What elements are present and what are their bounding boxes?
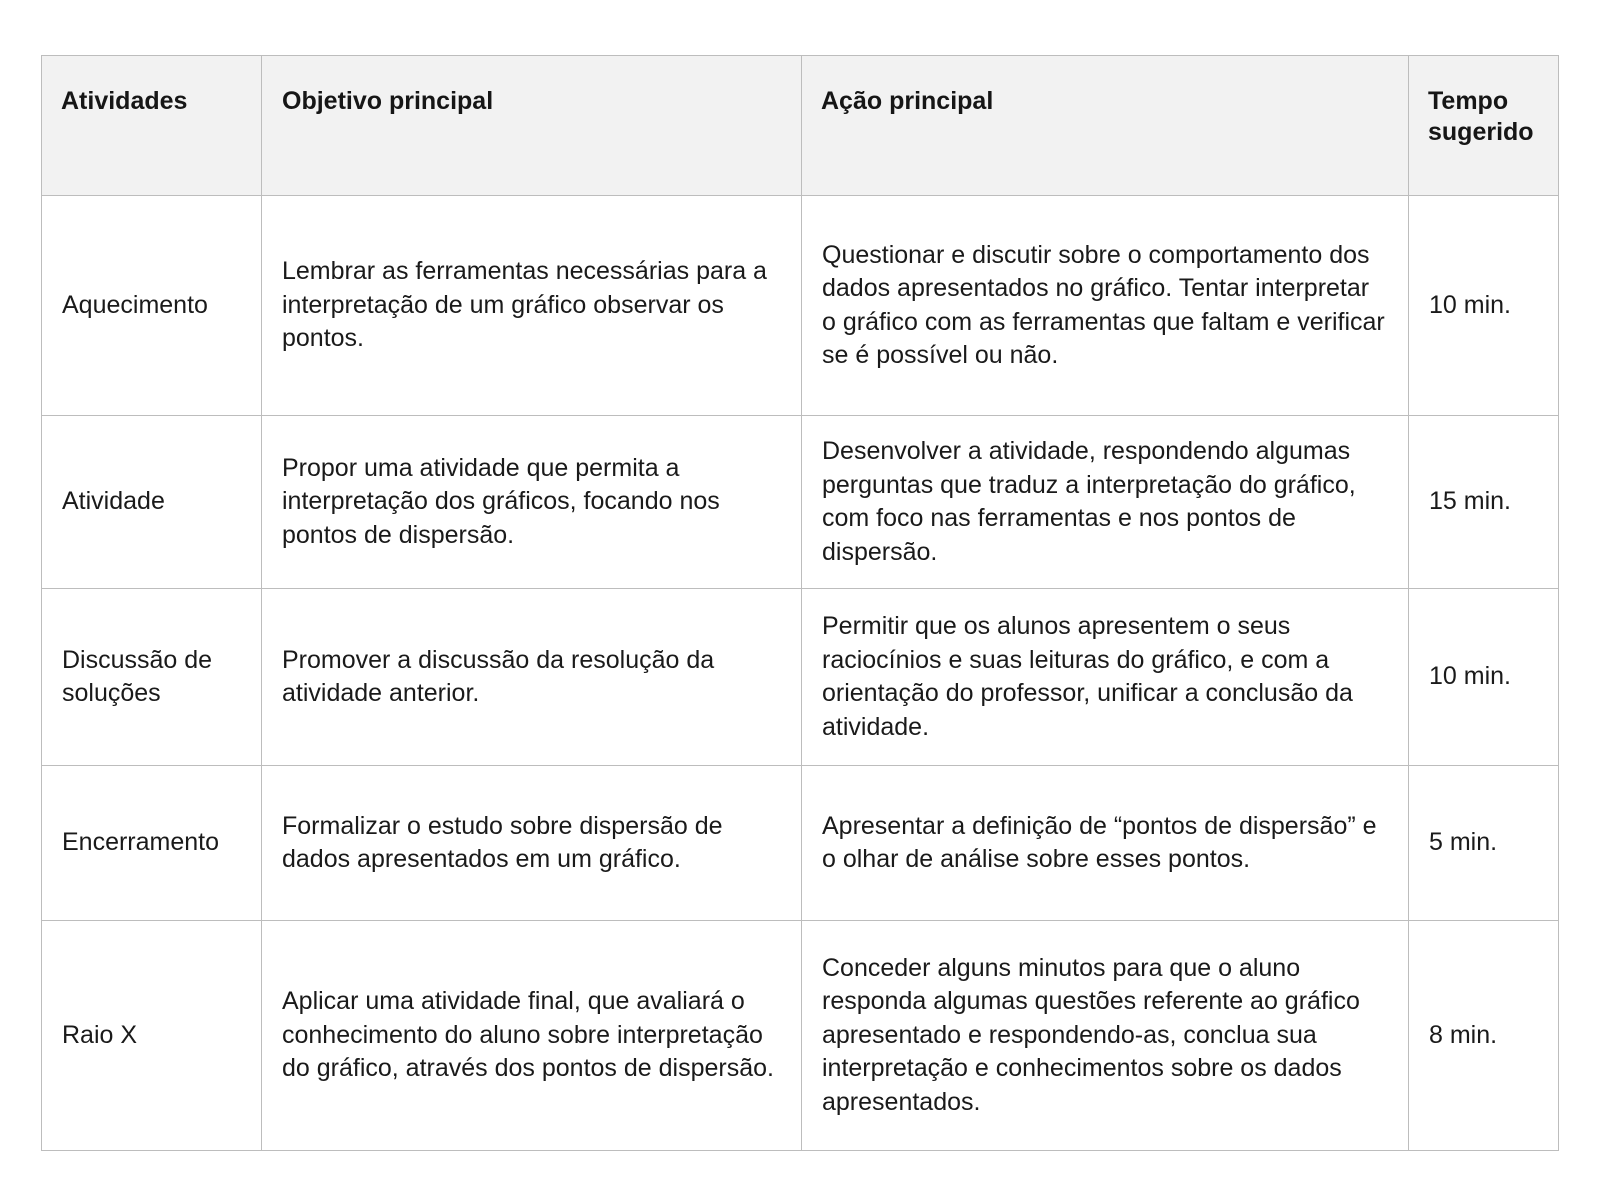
cell-tempo: 8 min. xyxy=(1409,921,1559,1151)
cell-acao: Permitir que os alunos apresentem o seus raciocínios e suas leituras do gráfico, e com a orientação do professor, unificar a conclusão da atividade. xyxy=(802,589,1409,766)
cell-tempo: 15 min. xyxy=(1409,416,1559,589)
cell-acao: Conceder alguns minutos para que o aluno responda algumas questões referente ao gráfico apresentado e respondendo-as, conclua sua interpretação e conhecimentos sobre os dados apresentados. xyxy=(802,921,1409,1151)
activities-table xyxy=(41,55,1559,1151)
column-header-tempo-sugerido: Tempo sugerido xyxy=(1409,56,1559,196)
cell-atividade: Encerramento xyxy=(42,766,262,921)
cell-objetivo: Promover a discussão da resolução da atividade anterior. xyxy=(262,589,802,766)
cell-atividade: Discussão de soluções xyxy=(42,589,262,766)
cell-acao: Desenvolver a atividade, respondendo algumas perguntas que traduz a interpretação do gráfico, com foco nas ferramentas e nos pontos de dispersão. xyxy=(802,416,1409,589)
cell-tempo: 10 min. xyxy=(1409,589,1559,766)
cell-atividade: Aquecimento xyxy=(42,196,262,416)
table-header-row xyxy=(42,56,1559,196)
table-body xyxy=(42,196,1559,1151)
table-header xyxy=(42,56,1559,196)
activities-table-container xyxy=(41,55,1558,1151)
cell-atividade: Raio X xyxy=(42,921,262,1151)
cell-objetivo: Propor uma atividade que permita a interpretação dos gráficos, focando nos pontos de dispersão. xyxy=(262,416,802,589)
cell-objetivo: Lembrar as ferramentas necessárias para a interpretação de um gráfico observar os pontos. xyxy=(262,196,802,416)
cell-atividade: Atividade xyxy=(42,416,262,589)
table-row xyxy=(42,416,1559,589)
column-header-acao-principal: Ação principal xyxy=(802,56,1409,196)
cell-acao: Questionar e discutir sobre o comportamento dos dados apresentados no gráfico. Tentar interpretar o gráfico com as ferramentas que faltam e verificar se é possível ou não. xyxy=(802,196,1409,416)
table-row xyxy=(42,921,1559,1151)
table-row xyxy=(42,766,1559,921)
table-row xyxy=(42,196,1559,416)
table-row xyxy=(42,589,1559,766)
column-header-objetivo-principal: Objetivo principal xyxy=(262,56,802,196)
cell-objetivo: Aplicar uma atividade final, que avaliará o conhecimento do aluno sobre interpretação do gráfico, através dos pontos de dispersão. xyxy=(262,921,802,1151)
column-header-atividades: Atividades xyxy=(42,56,262,196)
cell-acao: Apresentar a definição de “pontos de dispersão” e o olhar de análise sobre esses pontos. xyxy=(802,766,1409,921)
cell-objetivo: Formalizar o estudo sobre dispersão de dados apresentados em um gráfico. xyxy=(262,766,802,921)
cell-tempo: 5 min. xyxy=(1409,766,1559,921)
cell-tempo: 10 min. xyxy=(1409,196,1559,416)
